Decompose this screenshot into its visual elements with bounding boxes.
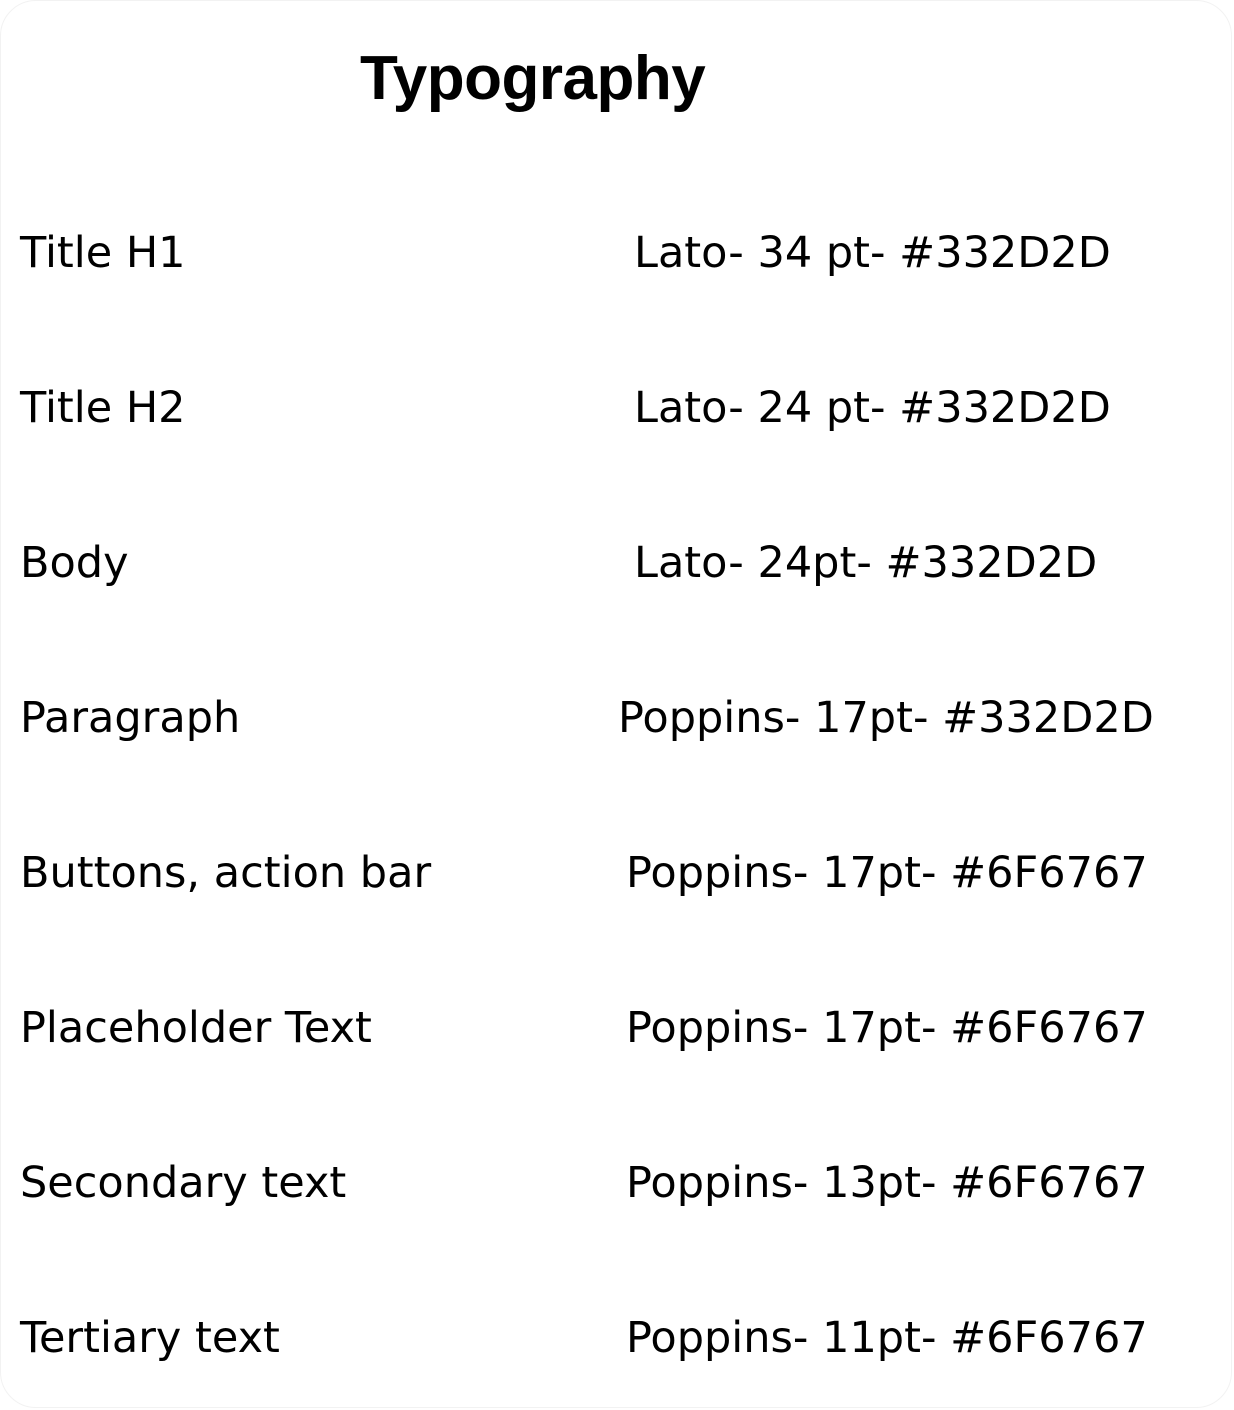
style-name: Title H1 xyxy=(20,228,186,278)
style-spec: Poppins- 17pt- #6F6767 xyxy=(626,848,1148,898)
style-spec: Poppins- 17pt- #6F6767 xyxy=(626,1003,1148,1053)
typography-row-tertiary xyxy=(1,1303,1234,1373)
style-spec: Lato- 24 pt- #332D2D xyxy=(634,383,1111,433)
typography-row-buttons xyxy=(1,838,1234,908)
typography-row-title-h1 xyxy=(1,218,1234,288)
style-name: Paragraph xyxy=(20,693,241,743)
style-name: Buttons, action bar xyxy=(20,848,432,898)
typography-row-placeholder xyxy=(1,993,1234,1063)
style-name: Title H2 xyxy=(20,383,186,433)
style-spec: Lato- 34 pt- #332D2D xyxy=(634,228,1111,278)
typography-row-title-h2 xyxy=(1,373,1234,443)
style-name: Secondary text xyxy=(20,1158,347,1208)
style-spec: Lato- 24pt- #332D2D xyxy=(634,538,1098,588)
typography-row-secondary xyxy=(1,1148,1234,1218)
style-name: Placeholder Text xyxy=(20,1003,372,1053)
style-spec: Poppins- 13pt- #6F6767 xyxy=(626,1158,1148,1208)
typography-row-paragraph xyxy=(1,683,1234,753)
style-spec: Poppins- 11pt- #6F6767 xyxy=(626,1313,1148,1363)
style-spec: Poppins- 17pt- #332D2D xyxy=(618,693,1154,743)
style-name: Tertiary text xyxy=(20,1313,280,1363)
page-title: Typography xyxy=(360,44,706,113)
typography-row-body xyxy=(1,528,1234,598)
style-name: Body xyxy=(20,538,129,588)
